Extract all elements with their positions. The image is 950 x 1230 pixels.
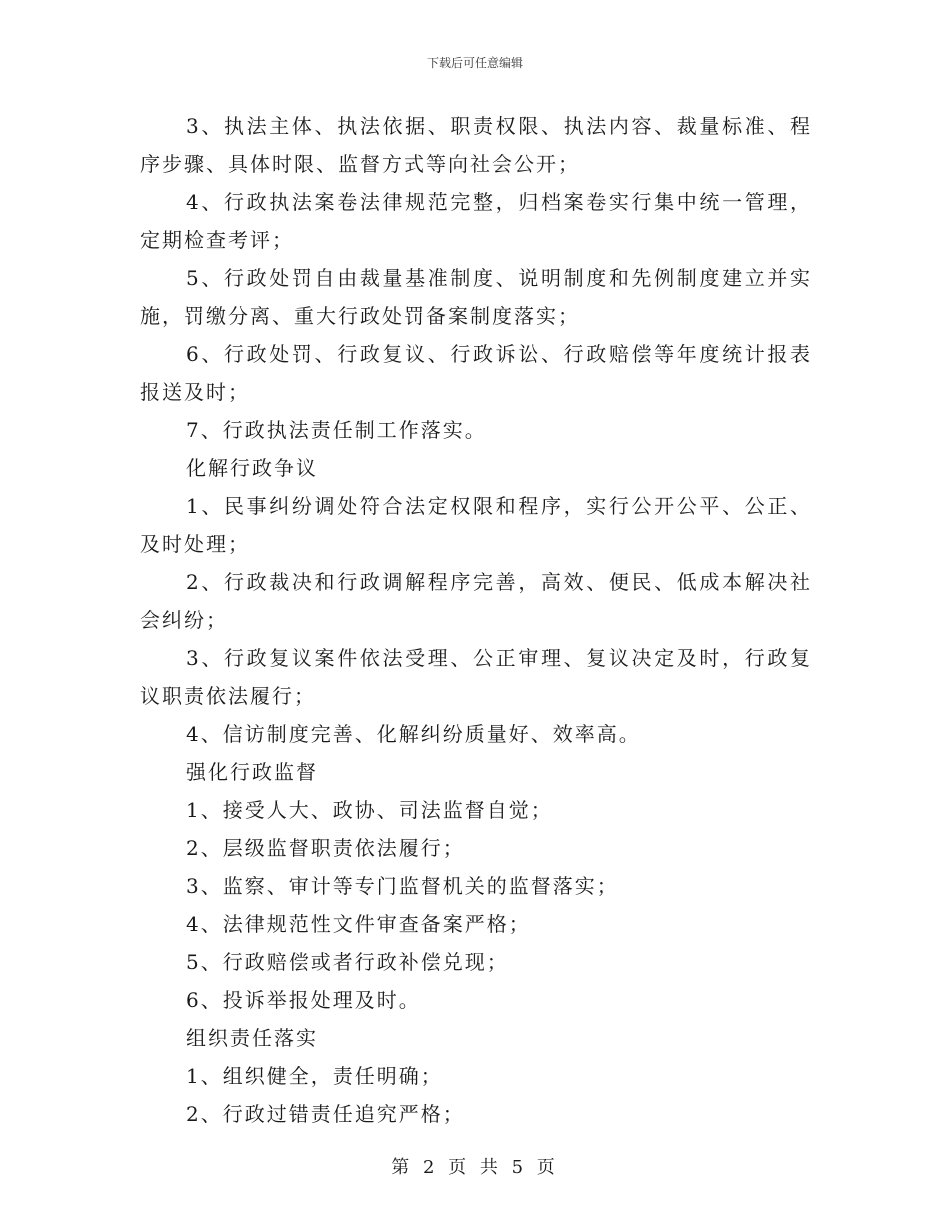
paragraph: 7、行政执法责任制工作落实。	[186, 418, 487, 442]
section-heading: 组织责任落实	[186, 1026, 318, 1050]
paragraph: 2、层级监督职责依法履行；	[186, 836, 465, 860]
paragraph: 2、行政裁决和行政调解程序完善，高效、便民、低成本解决社会纠纷；	[140, 570, 812, 632]
paragraph: 3、执法主体、执法依据、职责权限、执法内容、裁量标准、程序步骤、具体时限、监督方式等向社会公开；	[140, 114, 812, 176]
paragraph: 5、行政赔偿或者行政补偿兑现；	[186, 950, 509, 974]
section-heading: 化解行政争议	[186, 456, 318, 480]
paragraph: 6、投诉举报处理及时。	[186, 988, 421, 1012]
paragraph: 2、行政过错责任追究严格；	[186, 1102, 465, 1126]
paragraph: 5、行政处罚自由裁量基准制度、说明制度和先例制度建立并实施，罚缴分离、重大行政处罚备案制度落实；	[140, 266, 812, 328]
paragraph: 1、接受人大、政协、司法监督自觉；	[186, 798, 553, 822]
page-number: 第 2 页 共 5 页	[391, 1157, 559, 1178]
paragraph: 1、组织健全，责任明确；	[186, 1064, 443, 1088]
paragraph: 4、信访制度完善、化解纠纷质量好、效率高。	[186, 722, 641, 746]
paragraph: 6、行政处罚、行政复议、行政诉讼、行政赔偿等年度统计报表报送及时；	[140, 342, 812, 404]
paragraph: 4、法律规范性文件审查备案严格；	[186, 912, 531, 936]
paragraph: 3、行政复议案件依法受理、公正审理、复议决定及时，行政复议职责依法履行；	[140, 646, 812, 708]
document-body	[140, 107, 812, 1133]
page-header: 下载后可任意编辑	[426, 56, 523, 70]
paragraph: 1、民事纠纷调处符合法定权限和程序，实行公开公平、公正、及时处理；	[140, 494, 812, 556]
section-heading: 强化行政监督	[186, 760, 318, 784]
paragraph: 4、行政执法案卷法律规范完整，归档案卷实行集中统一管理，定期检查考评；	[140, 190, 812, 252]
paragraph: 3、监察、审计等专门监督机关的监督落实；	[186, 874, 619, 898]
